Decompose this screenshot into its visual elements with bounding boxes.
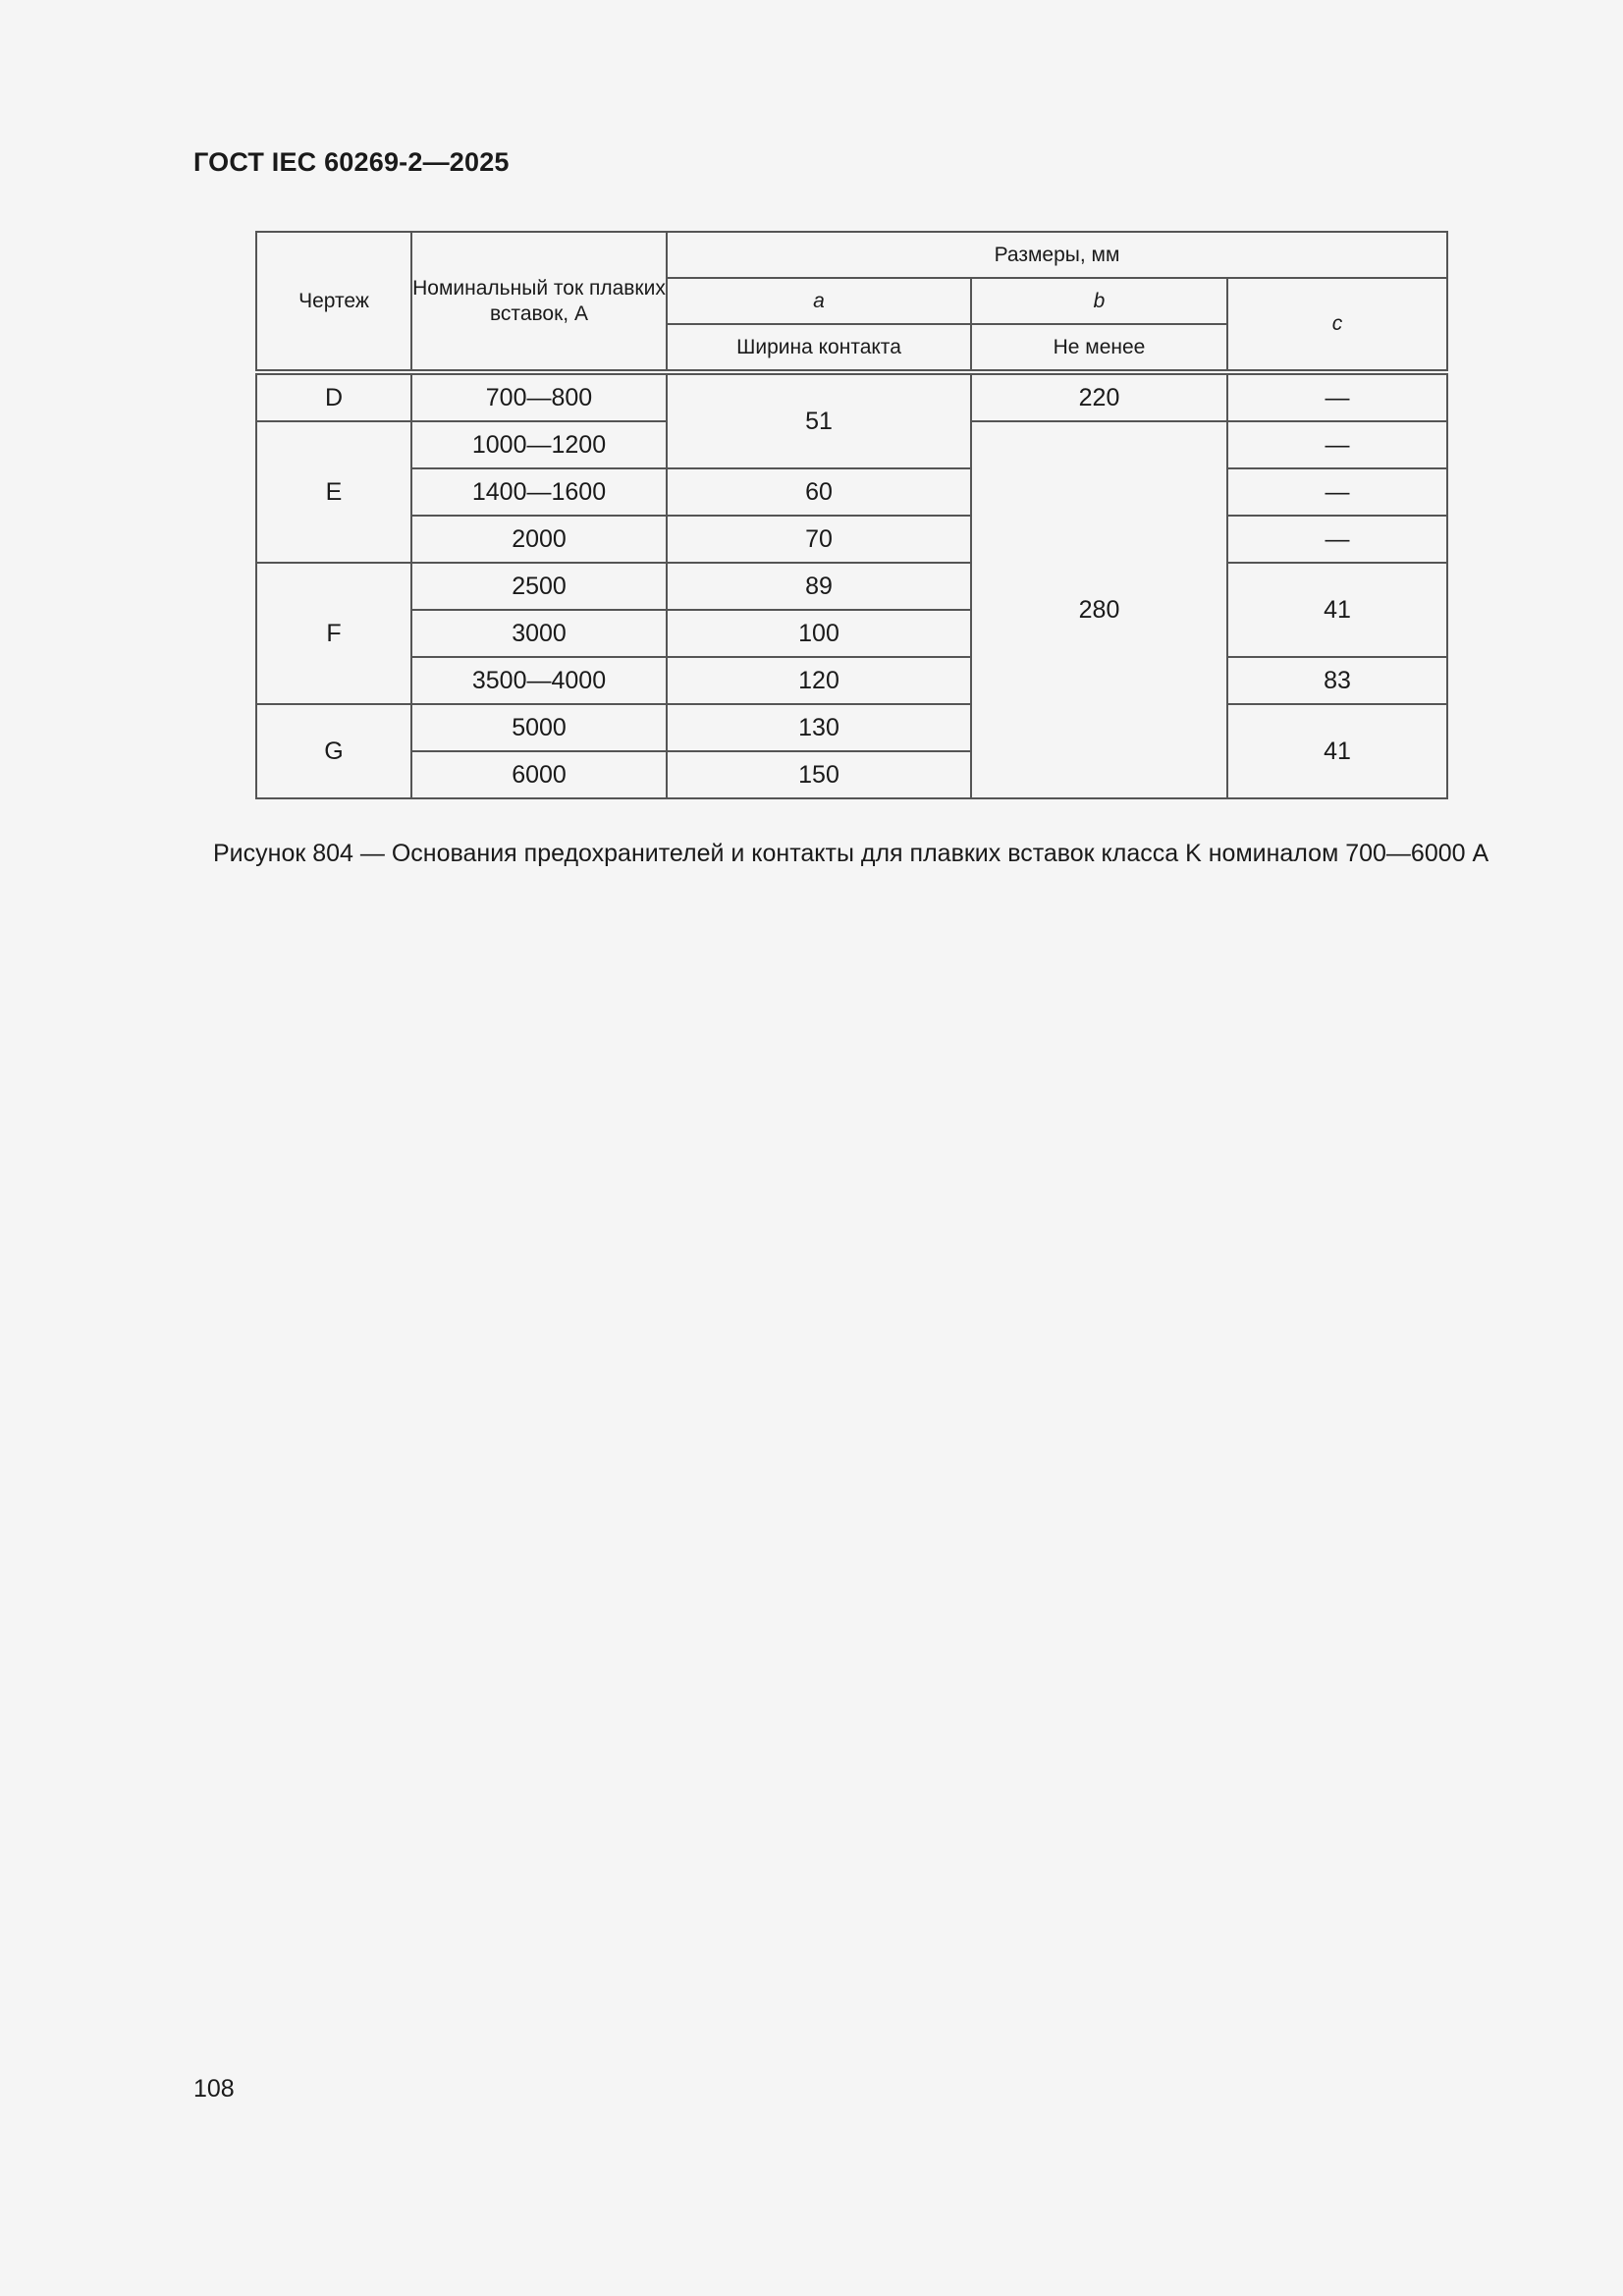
header-rated-current: Номинальный ток плавких вставок, А xyxy=(411,232,667,372)
b-cell: 220 xyxy=(971,372,1227,421)
a-cell: 51 xyxy=(667,372,971,468)
a-cell: 60 xyxy=(667,468,971,516)
current-cell: 5000 xyxy=(411,704,667,751)
a-cell: 89 xyxy=(667,563,971,610)
c-cell: — xyxy=(1227,516,1447,563)
current-cell: 2500 xyxy=(411,563,667,610)
header-a: a xyxy=(667,278,971,324)
c-cell: 41 xyxy=(1227,704,1447,798)
drawing-f: F xyxy=(256,563,411,704)
current-cell: 2000 xyxy=(411,516,667,563)
header-dimensions: Размеры, мм xyxy=(667,232,1447,278)
page-number: 108 xyxy=(193,2075,235,2103)
c-cell: — xyxy=(1227,372,1447,421)
current-cell: 700—800 xyxy=(411,372,667,421)
drawing-g: G xyxy=(256,704,411,798)
a-cell: 70 xyxy=(667,516,971,563)
a-cell: 120 xyxy=(667,657,971,704)
current-cell: 6000 xyxy=(411,751,667,798)
b-cell: 280 xyxy=(971,421,1227,798)
dimensions-table xyxy=(255,231,1448,799)
figure-caption: Рисунок 804 — Основания предохранителей и контакты для плавких вставок класса K номиналом 700—6000 А xyxy=(213,840,1489,867)
table-row xyxy=(256,563,1447,610)
a-cell: 100 xyxy=(667,610,971,657)
drawing-e: E xyxy=(256,421,411,563)
current-cell: 3000 xyxy=(411,610,667,657)
c-cell: 41 xyxy=(1227,563,1447,657)
c-cell: — xyxy=(1227,421,1447,468)
header-a-description: Ширина контакта xyxy=(667,324,971,372)
c-cell: 83 xyxy=(1227,657,1447,704)
c-cell: — xyxy=(1227,468,1447,516)
current-cell: 1000—1200 xyxy=(411,421,667,468)
current-cell: 3500—4000 xyxy=(411,657,667,704)
a-cell: 150 xyxy=(667,751,971,798)
current-cell: 1400—1600 xyxy=(411,468,667,516)
drawing-d: D xyxy=(256,372,411,421)
header-b: b xyxy=(971,278,1227,324)
document-header: ГОСТ IEC 60269-2—2025 xyxy=(193,147,510,177)
table-row xyxy=(256,516,1447,563)
header-b-description: Не менее xyxy=(971,324,1227,372)
header-drawing: Чертеж xyxy=(256,232,411,372)
header-c: c xyxy=(1227,278,1447,372)
a-cell: 130 xyxy=(667,704,971,751)
table-row xyxy=(256,468,1447,516)
table-row xyxy=(256,657,1447,704)
table-row xyxy=(256,704,1447,751)
table-row xyxy=(256,372,1447,421)
